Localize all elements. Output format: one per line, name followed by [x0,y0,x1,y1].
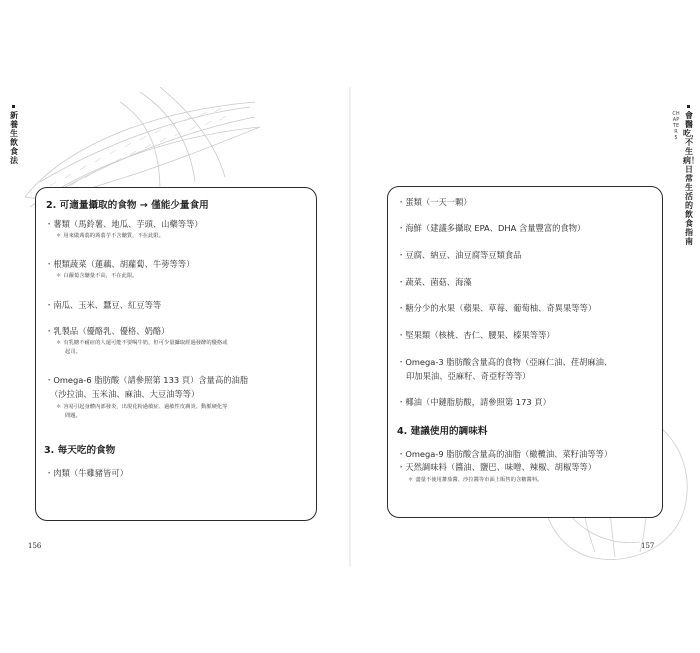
bullet-icon: ・ [397,397,406,407]
list-item: ・根類蔬菜（蓮藕、胡蘿蔔、牛蒡等等） [45,259,195,269]
bullet-icon: ・ [45,300,54,310]
item-note: ＊ 有乳糖不耐症的人還可能不要喝牛奶，但可少量攝取經過發酵的優格或 [56,340,228,346]
list-item: ・天然調味料（醬油、鹽巴、味噌、辣椒、胡椒等等） [397,462,597,472]
list-item: ・Omega-6 脂肪酸（請參照第 133 頁）含量高的油脂 [45,375,249,385]
item-note: ＊ 容易引起身體內部發炎，出現花粉過敏症、過敏性皮膚炎、動脈硬化等 [56,404,228,410]
list-item: ・乳製品（優酪乳、優格、奶酪） [45,326,170,336]
bullet-icon: ・ [45,468,54,478]
section-4-heading: 4. 建議使用的調味料 [397,426,488,437]
bullet-icon: ・ [397,357,406,367]
bullet-icon: ・ [397,197,406,207]
list-item: ・Omega-3 脂肪酸含量高的食物（亞麻仁油、荏胡麻油、 [397,357,613,367]
list-item-continued: 印加果油、亞麻籽、奇亞籽等等） [406,371,531,381]
item-note: ＊ 用來做蒟蒻的蒟蒻芋不含醣質，不在此限。 [56,233,164,239]
list-item: ・薯類（馬鈴薯、地瓜、芋頭、山藥等等） [45,219,203,229]
section-3-heading: 3. 每天吃的食物 [44,445,116,456]
section-2-heading: 2. 可適量攝取的食物 → 僅能少量食用 [46,200,209,211]
asterisk-icon: ＊ [56,404,62,410]
book-spread [0,87,700,567]
bullet-icon: ・ [397,303,406,313]
item-note-continued: 問題。 [65,413,81,419]
bullet-icon: ・ [397,462,406,472]
list-item-continued: （沙拉油、玉米油、麻油、大豆油等等） [50,389,200,399]
list-item: ・蔬菜、菌菇、海藻 [397,277,472,287]
bullet-icon: ・ [397,223,406,233]
list-item: ・豆腐、納豆、油豆腐等豆類食品 [397,250,522,260]
asterisk-icon: ＊ [56,340,62,346]
list-item: ・椰油（中鏈脂肪酸，請參照第 173 頁） [397,397,551,407]
bullet-icon: ・ [397,330,406,340]
bullet-icon: ・ [397,449,406,459]
list-item: ・南瓜、玉米、蠶豆、紅豆等等 [45,300,162,310]
bullet-icon: ・ [45,259,54,269]
chapter-label: CHAPTER 5 [672,111,680,141]
page-number: 157 [641,542,655,550]
item-note-continued: 起司。 [65,349,81,355]
bullet-icon: ・ [45,219,54,229]
asterisk-icon: ＊ [56,273,62,279]
asterisk-icon: ＊ [56,233,62,239]
bullet-icon: ・ [397,277,406,287]
bullet-icon: ・ [45,375,54,385]
running-title: 新養生飲食法 [10,111,18,165]
list-item: ・糖分少的水果（蘋果、草莓、葡萄柚、奇異果等等） [397,303,597,313]
food-list-box [35,187,317,521]
list-item: ・堅果類（核桃、杏仁、腰果、榛果等等） [397,330,555,340]
list-item: ・蛋類（一天一顆） [397,197,472,207]
running-title: 會醫吃，不生病！日常生活的飲食指南 [683,111,699,246]
left-page [0,87,350,567]
bullet-icon: ・ [397,250,406,260]
item-note: ＊ 白蘿蔔含醣量不高，不在此限。 [56,273,138,279]
list-item: ・Omega-9 脂肪酸含量高的油脂（橄欖油、菜籽油等等） [397,449,613,459]
page-number: 156 [28,542,42,550]
list-item: ・海鮮（建議多攝取 EPA、DHA 含量豐富的食物） [397,223,586,233]
running-title-marker [12,105,15,108]
food-list-box-continued [387,186,663,518]
asterisk-icon: ＊ [408,477,414,483]
list-item: ・肉類（牛雞豬皆可） [45,468,128,478]
item-note: ＊ 盡量不使用蕃茄醬、沙拉醬等市面上販售的含糖醬料。 [408,477,543,483]
bullet-icon: ・ [45,326,54,336]
running-title-marker [687,105,690,108]
